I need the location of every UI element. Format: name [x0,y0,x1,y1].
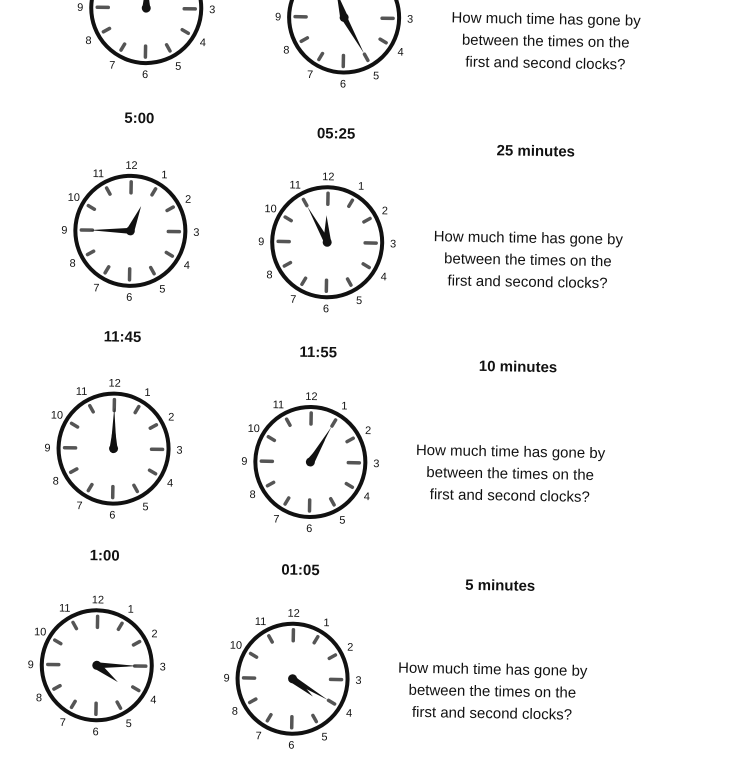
clock-numeral: 12 [108,377,120,389]
clock-numeral: 10 [68,192,80,204]
clock-numeral: 1 [323,617,329,629]
clock-numeral: 4 [200,37,206,49]
clock-numeral: 2 [365,425,371,437]
clock-numeral: 4 [398,46,404,58]
clock-row4-second [211,597,374,760]
clock-numeral: 8 [266,269,272,281]
clock-numeral: 10 [230,640,242,652]
clock-numeral: 11 [76,386,88,398]
clock-numeral: 7 [76,500,82,512]
clock-numeral: 8 [283,44,289,56]
clock-numeral: 4 [184,260,190,272]
clock-numeral: 2 [168,412,174,424]
clock-numeral: 2 [347,642,353,654]
clock-numeral: 11 [59,602,71,614]
clock-numeral: 4 [346,708,352,720]
clock-numeral: 8 [53,476,59,488]
question-line: first and second clocks? [407,270,647,296]
clock-numeral: 12 [305,391,317,403]
clock-numeral: 9 [241,456,247,468]
clock-numeral: 1 [144,387,150,399]
clock-numeral: 9 [275,11,281,23]
clock-numeral: 10 [34,626,46,638]
clock-numeral: 8 [69,258,75,270]
clock-numeral: 5 [339,515,345,527]
clock-numeral: 9 [61,225,67,237]
clock-numeral: 3 [390,238,396,250]
clock-numeral: 12 [125,160,137,172]
clock-numeral: 10 [51,409,63,421]
question-line: first and second clocks? [372,701,612,727]
clock-numeral: 3 [373,458,379,470]
time-label-row3-second: 01:05 [240,561,360,580]
clock-face [263,0,426,99]
time-label-row2-first: 11:45 [62,328,182,347]
question-line: How much time has gone by [408,226,648,252]
clock-numeral: 7 [255,730,261,742]
clock-numeral: 11 [93,168,105,180]
clock-numeral: 2 [382,205,388,217]
clock-numeral: 3 [176,445,182,457]
clock-row2-second [246,161,409,324]
clock-numeral: 10 [248,423,260,435]
clock-numeral: 2 [151,628,157,640]
question-line: How much time has gone by [373,657,613,683]
clock-numeral: 4 [167,478,173,490]
clock-face [65,0,228,89]
question-line: first and second clocks? [390,483,630,509]
clock-row4-first [15,584,178,747]
clock-numeral: 5 [321,731,327,743]
clock-row2-first [49,149,212,312]
clock-face [246,161,409,324]
clock-numeral: 9 [77,2,83,14]
answer-row2: 10 minutes [458,358,578,377]
clock-numeral: 3 [407,14,413,26]
clock-numeral: 3 [209,4,215,16]
clock-numeral: 7 [307,69,313,81]
clock-numeral: 6 [109,510,115,522]
answer-row3: 5 minutes [440,576,560,595]
clock-numeral: 8 [85,35,91,47]
time-label-row1-second: 05:25 [276,124,396,143]
clock-numeral: 11 [255,616,267,628]
question-row4 [372,657,613,727]
clock-numeral: 1 [358,181,364,193]
question-line: How much time has gone by [390,439,630,465]
clock-numeral: 9 [28,659,34,671]
clock-numeral: 6 [288,740,294,752]
clock-numeral: 12 [322,171,334,183]
clock-face [32,367,195,530]
clock-numeral: 9 [44,442,50,454]
question-line: between the times on the [408,248,648,274]
clock-numeral: 5 [373,70,379,82]
clock-numeral: 5 [175,61,181,73]
clock-face [15,584,178,747]
question-row3 [390,439,631,509]
question-line: first and second clocks? [425,51,665,77]
clock-numeral: 3 [355,675,361,687]
question-row1 [425,7,666,77]
clock-numeral: 3 [160,661,166,673]
clock-numeral: 8 [232,706,238,718]
clock-numeral: 6 [142,69,148,81]
clock-numeral: 5 [126,718,132,730]
clock-numeral: 8 [36,692,42,704]
clock-numeral: 4 [381,271,387,283]
clock-face [49,149,212,312]
clock-numeral: 1 [128,604,134,616]
question-line: between the times on the [390,461,630,487]
clock-numeral: 12 [287,608,299,620]
question-row2 [407,226,648,296]
clock-numeral: 1 [161,169,167,181]
clock-row1-second [263,0,426,99]
clock-numeral: 9 [223,673,229,685]
clock-numeral: 4 [150,694,156,706]
clock-numeral: 2 [185,194,191,206]
clock-numeral: 10 [264,203,276,215]
clock-numeral: 7 [60,717,66,729]
clock-numeral: 6 [340,78,346,90]
clock-numeral: 4 [364,491,370,503]
time-label-row1-first: 5:00 [79,109,199,128]
clock-numeral: 5 [159,284,165,296]
clock-numeral: 1 [341,400,347,412]
time-label-row2-second: 11:55 [258,343,378,362]
clock-face [211,597,374,760]
clock-numeral: 11 [289,179,301,191]
clock-numeral: 3 [193,227,199,239]
clock-numeral: 8 [249,489,255,501]
clock-numeral: 7 [109,60,115,72]
clock-numeral: 5 [356,295,362,307]
clock-numeral: 7 [290,294,296,306]
clock-row3-first [32,367,195,530]
clock-numeral: 9 [258,236,264,248]
question-line: between the times on the [372,679,612,705]
clock-numeral: 12 [92,594,104,606]
clock-row1-first [65,0,228,89]
clock-numeral: 5 [142,501,148,513]
clock-numeral: 6 [126,292,132,304]
time-label-row3-first: 1:00 [45,546,165,565]
clock-numeral: 7 [93,282,99,294]
clock-numeral: 6 [92,726,98,738]
clock-row3-second [229,381,392,544]
question-line: between the times on the [426,29,666,55]
clock-face [229,381,392,544]
question-line: How much time has gone by [426,7,666,33]
clock-numeral: 6 [306,523,312,535]
clock-numeral: 11 [273,399,285,411]
answer-row1: 25 minutes [476,142,596,161]
clock-numeral: 6 [323,303,329,315]
clock-numeral: 7 [273,514,279,526]
